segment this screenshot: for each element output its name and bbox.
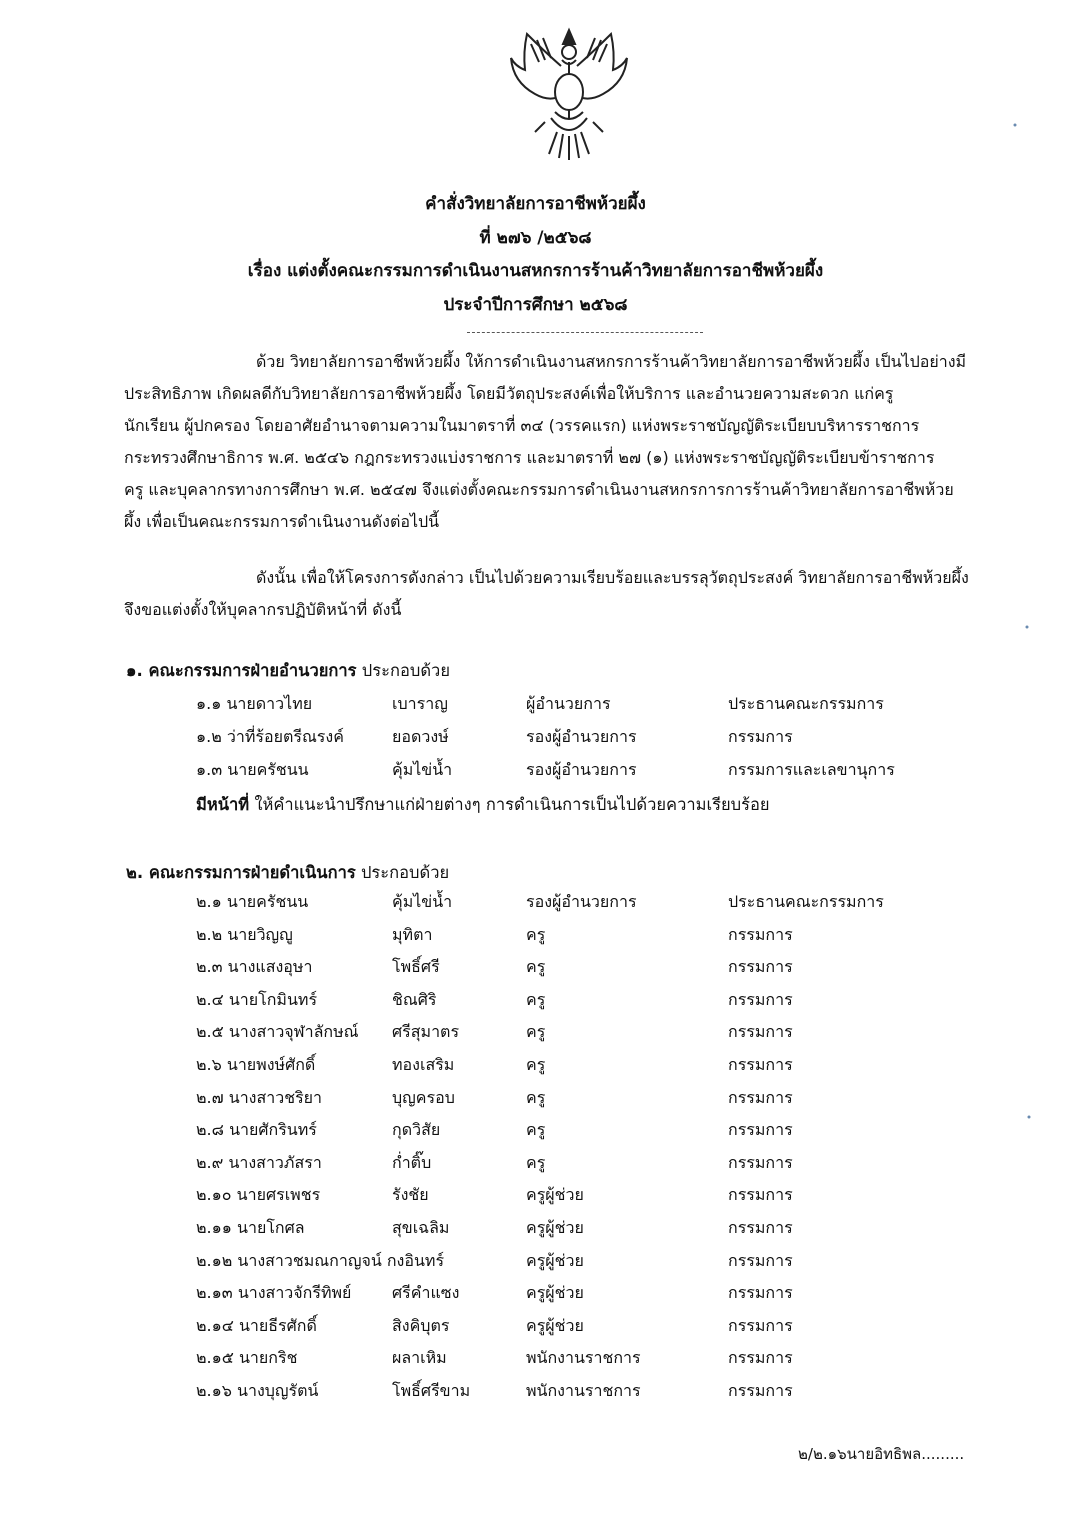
para2-line: ดังนั้น เพื่อให้โครงการดังกล่าว เป็นไปด้วยความเรียบร้อยและบรรลุวัตถุประสงค์ วิทยาลัยการอาชีพห้วยผึ้ง xyxy=(256,568,969,587)
member-name: ๒.๑๖ นางบุญรัตน์ xyxy=(196,1380,319,1400)
section1-members xyxy=(196,692,956,784)
member-surname: สิงคิบุตร xyxy=(392,1315,450,1335)
member-position: ครู xyxy=(526,924,546,944)
member-position: ครูผู้ช่วย xyxy=(526,1250,584,1270)
member-role: กรรมการ xyxy=(728,1380,793,1400)
member-row xyxy=(196,725,956,751)
section1-heading xyxy=(126,658,450,684)
member-surname: เบาราญ xyxy=(392,694,448,713)
member-role: กรรมการ xyxy=(728,1152,793,1172)
duty-label: มีหน้าที่ xyxy=(196,795,250,814)
scan-speck xyxy=(1024,624,1030,630)
member-row xyxy=(196,692,956,718)
section1-duty xyxy=(196,792,770,818)
member-row xyxy=(196,1346,956,1372)
member-role: ประธานคณะกรรมการ xyxy=(728,694,884,713)
member-row xyxy=(196,1053,956,1079)
member-role: กรรมการ xyxy=(728,1217,793,1237)
member-row xyxy=(196,955,956,981)
member-name: ๒.๕ นางสาวจุฬาลักษณ์ xyxy=(196,1022,359,1042)
duty-text: ให้คำแนะนำปรึกษาแก่ฝ่ายต่างๆ การดำเนินการเป็นไปด้วยความเรียบร้อย xyxy=(254,795,770,814)
member-name: ๒.๖ นายพงษ์ศักดิ์ xyxy=(196,1054,316,1074)
member-position: ครู xyxy=(526,1022,546,1042)
member-name: ๒.๑๐ นายศรเพชร xyxy=(196,1185,321,1205)
para1-line: นักเรียน ผู้ปกครอง โดยอาศัยอำนาจตามความในมาตราที่ ๓๔ (วรรคแรก) แห่งพระราชบัญญัติระเบียบบริหารราชการ xyxy=(124,416,920,435)
para1-line: ครู และบุคลากรทางการศึกษา พ.ศ. ๒๕๔๗ จึงแต่งตั้งคณะกรรมการดำเนินงานสหกรการการร้านค้าวิทยาลัยการอาชีพห้วย xyxy=(124,480,954,499)
member-row xyxy=(196,1151,956,1177)
member-name: ๑.๑ นายดาวไทย xyxy=(196,694,313,713)
member-name: ๒.๔ นายโกมินทร์ xyxy=(196,989,318,1009)
scan-speck xyxy=(1026,1114,1032,1120)
member-role: กรรมการ xyxy=(728,957,793,977)
member-role: กรรมการ xyxy=(728,1022,793,1042)
para1-line: ด้วย วิทยาลัยการอาชีพห้วยผึ้ง ให้การดำเนินงานสหกรการร้านค้าวิทยาลัยการอาชีพห้วยผึ้ง เป็นไปอย่างมี xyxy=(256,352,967,371)
member-row xyxy=(196,988,956,1014)
member-row xyxy=(196,890,956,916)
member-surname: ก่ำติ๊บ xyxy=(392,1152,432,1172)
section2-heading xyxy=(126,860,449,886)
member-surname: กุดวิสัย xyxy=(392,1120,441,1140)
member-row xyxy=(196,1314,956,1340)
garuda-emblem-icon xyxy=(505,22,633,164)
member-position: ครูผู้ช่วย xyxy=(526,1185,584,1205)
member-position: ครู xyxy=(526,989,546,1009)
member-name: ๒.๓ นางแสงอุษา xyxy=(196,957,313,977)
member-surname: มุทิตา xyxy=(392,924,433,944)
member-position: ครู xyxy=(526,1120,546,1140)
member-row xyxy=(196,1086,956,1112)
para2-line: จึงขอแต่งตั้งให้บุคลากรปฏิบัติหน้าที่ ดังนี้ xyxy=(124,600,402,619)
member-surname: ผลาเหิม xyxy=(392,1348,447,1368)
member-role: กรรมการ xyxy=(728,1120,793,1140)
member-position: รองผู้อำนวยการ xyxy=(526,892,637,911)
section1-heading-rest: ประกอบด้วย xyxy=(361,661,450,680)
member-name: ๒.๑๑ นายโกศล xyxy=(196,1217,305,1237)
member-name: ๒.๑๕ นายกริช xyxy=(196,1348,298,1368)
member-role: ประธานคณะกรรมการ xyxy=(728,892,884,911)
scan-speck xyxy=(1012,122,1018,128)
member-name: ๒.๙ นางสาวภัสรา xyxy=(196,1152,322,1172)
member-position: ครู xyxy=(526,1054,546,1074)
member-surname: โพธิ์ศรี xyxy=(392,957,440,977)
member-role: กรรมการ xyxy=(728,1315,793,1335)
member-surname: สุขเฉลิม xyxy=(392,1217,450,1237)
member-position: พนักงานราชการ xyxy=(526,1380,641,1400)
member-name: ๒.๑๒ นางสาวชมณกาญจน์ กงอินทร์ xyxy=(196,1250,445,1270)
order-subject: เรื่อง แต่งตั้งคณะกรรมการดำเนินงานสหกรการร้านค้าวิทยาลัยการอาชีพห้วยผึ้ง xyxy=(247,261,824,281)
order-number: ที่ ๒๗๖ /๒๕๖๘ xyxy=(479,228,592,248)
member-surname: ศรีคำแซง xyxy=(392,1283,460,1303)
member-row xyxy=(196,1379,956,1405)
member-surname: ยอดวงษ์ xyxy=(392,727,449,746)
member-position: ครูผู้ช่วย xyxy=(526,1315,584,1335)
member-surname: ชิณศิริ xyxy=(392,989,437,1009)
member-role: กรรมการ xyxy=(728,1185,793,1205)
member-surname: คุ้มไข่น้ำ xyxy=(392,760,453,779)
header-divider xyxy=(467,332,703,333)
document-title: คำสั่งวิทยาลัยการอาชีพห้วยผึ้ง xyxy=(425,194,646,214)
member-position: รองผู้อำนวยการ xyxy=(526,727,637,746)
member-row xyxy=(196,758,956,784)
member-row xyxy=(196,1281,956,1307)
member-name: ๒.๑๔ นายธีรศักดิ์ xyxy=(196,1315,317,1335)
member-row xyxy=(196,923,956,949)
member-name: ๒.๑๓ นางสาวจักรีทิพย์ xyxy=(196,1283,352,1303)
member-row xyxy=(196,1183,956,1209)
para1-line: ผึ้ง เพื่อเป็นคณะกรรมการดำเนินงานดังต่อไปนี้ xyxy=(124,512,440,531)
member-position: ครู xyxy=(526,1087,546,1107)
member-position: ครูผู้ช่วย xyxy=(526,1217,584,1237)
section2-heading-bold: ๒. คณะกรรมการฝ่ายดำเนินการ xyxy=(126,863,356,882)
member-name: ๒.๘ นายศักรินทร์ xyxy=(196,1120,317,1140)
member-surname: บุญครอบ xyxy=(392,1087,455,1107)
section1-heading-bold: ๑. คณะกรรมการฝ่ายอำนวยการ xyxy=(126,661,357,680)
member-surname: โพธิ์ศรีขาม xyxy=(392,1380,471,1400)
member-role: กรรมการ xyxy=(728,1054,793,1074)
member-position: รองผู้อำนวยการ xyxy=(526,760,637,779)
member-row xyxy=(196,1249,956,1275)
member-surname: รังชัย xyxy=(392,1185,429,1205)
member-surname: ศรีสุมาตร xyxy=(392,1022,460,1042)
member-name: ๒.๒ นายวิญญู xyxy=(196,924,293,944)
member-name: ๒.๗ นางสาวชริยา xyxy=(196,1087,323,1107)
para1-line: ประสิทธิภาพ เกิดผลดีกับวิทยาลัยการอาชีพห้วยผึ้ง โดยมีวัตถุประสงค์เพื่อให้บริการ และอำนวยความสะดวก แก่ครู xyxy=(124,384,894,403)
member-role: กรรมการ xyxy=(728,1087,793,1107)
member-row xyxy=(196,1020,956,1046)
member-role: กรรมการ xyxy=(728,924,793,944)
member-surname: ทองเสริม xyxy=(392,1054,455,1074)
member-role: กรรมการ xyxy=(728,1250,793,1270)
member-name: ๑.๒ ว่าที่ร้อยตรีณรงค์ xyxy=(196,727,344,746)
academic-year: ประจำปีการศึกษา ๒๕๖๘ xyxy=(443,295,628,315)
member-name: ๒.๑ นายครัชนน xyxy=(196,892,309,911)
member-name: ๑.๓ นายครัชนน xyxy=(196,760,309,779)
member-position: ผู้อำนวยการ xyxy=(526,694,611,713)
member-role: กรรมการ xyxy=(728,727,793,746)
member-position: ครูผู้ช่วย xyxy=(526,1283,584,1303)
member-row xyxy=(196,1118,956,1144)
para1-line: กระทรวงศึกษาธิการ พ.ศ. ๒๕๔๖ กฎกระทรวงแบ่งราชการ และมาตราที่ ๒๗ (๑) แห่งพระราชบัญญัติระเบียบข้าราชการ xyxy=(124,448,935,467)
continuation-note: ๒/๒.๑๖นายอิทธิพล......... xyxy=(798,1445,965,1463)
member-role: กรรมการและเลขานุการ xyxy=(728,760,895,779)
member-role: กรรมการ xyxy=(728,989,793,1009)
section2-heading-rest: ประกอบด้วย xyxy=(360,863,450,882)
member-position: ครู xyxy=(526,1152,546,1172)
member-role: กรรมการ xyxy=(728,1348,793,1368)
member-row xyxy=(196,1216,956,1242)
member-position: พนักงานราชการ xyxy=(526,1348,641,1368)
member-role: กรรมการ xyxy=(728,1283,793,1303)
member-position: ครู xyxy=(526,957,546,977)
member-surname: คุ้มไข่น้ำ xyxy=(392,892,453,911)
section2-members xyxy=(196,890,956,1405)
